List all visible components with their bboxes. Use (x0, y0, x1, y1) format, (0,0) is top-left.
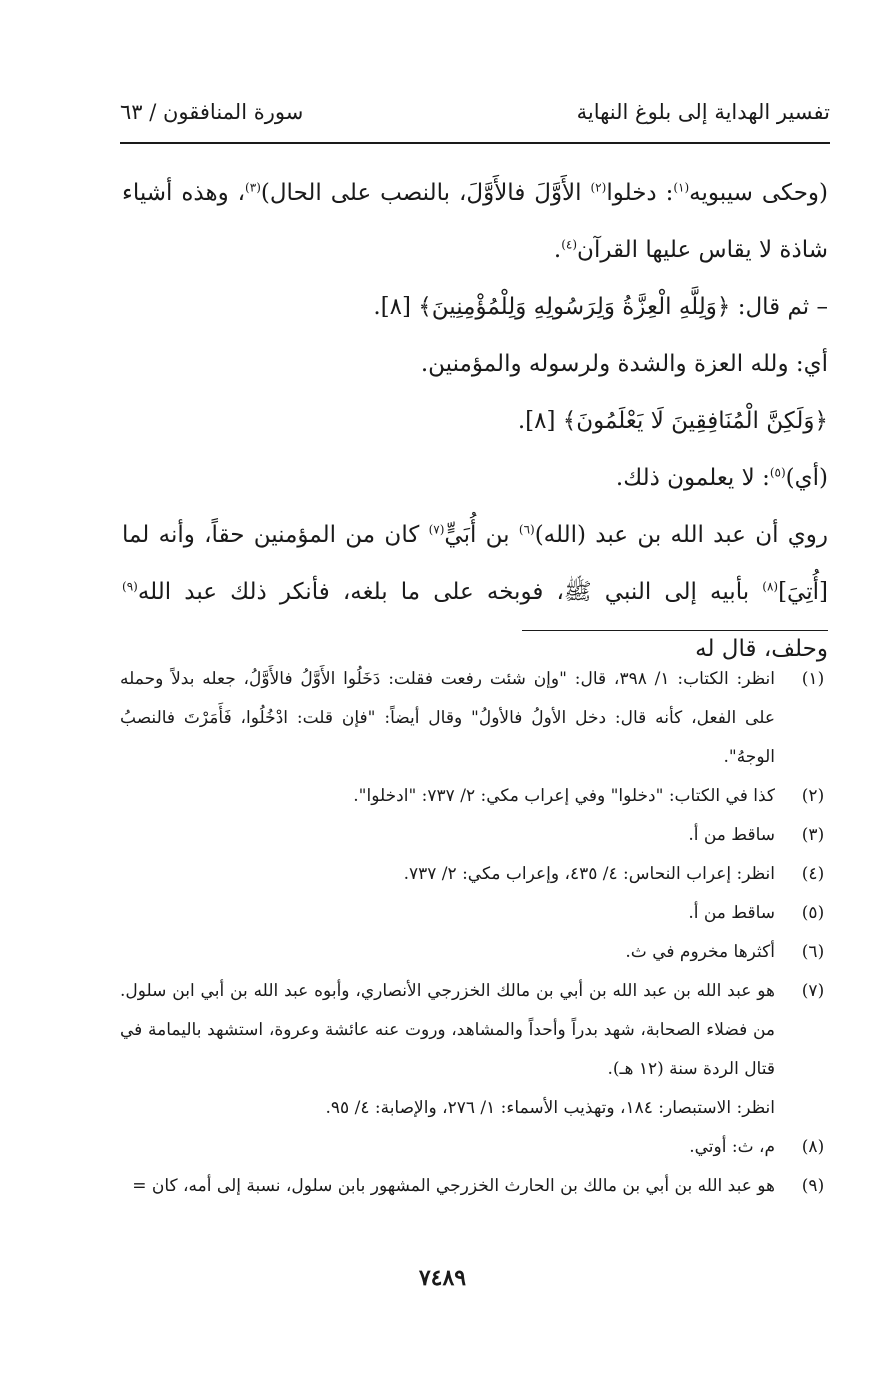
paragraph-1 (122, 165, 828, 279)
footnote-text: م، ث: أوتي. (689, 1137, 775, 1157)
footnote-number: (٣) (801, 825, 825, 845)
running-header (120, 100, 830, 134)
footnote-text: أكثرها مخروم في ث. (625, 942, 775, 962)
footnote-1 (120, 660, 833, 777)
footnote-9 (120, 1167, 833, 1206)
footnote-ref: (٨) (762, 579, 779, 594)
footnote-5 (120, 894, 833, 933)
text-run: وحلف، قال له (695, 636, 828, 662)
footnote-text: هو عبد الله بن أبي بن مالك بن الحارث الخزرجي المشهور بابن سلول، نسبة إلى أمه، كان = (132, 1176, 775, 1196)
footnote-number: (٧) (801, 981, 825, 1001)
paragraph-6 (122, 507, 828, 678)
text-run: : لا يعلمون ذلك. (615, 465, 770, 491)
text-run: بأبيه إلى النبي ﷺ، فوبخه على ما بلغه، فأنكر ذلك عبد الله (137, 579, 763, 605)
footnote-text: انظر: الاستبصار: ١٨٤، وتهذيب الأسماء: ١/ ٢٧٦، والإصابة: ٤/ ٩٥. (325, 1098, 775, 1118)
footnote-ref: (٩) (122, 579, 138, 594)
text-run: – ثم قال: (730, 294, 828, 320)
footnote-ref: (٥) (769, 465, 786, 480)
footnote-ref: (٢) (590, 180, 607, 195)
verse-ref: [٨]. (373, 294, 419, 320)
footnote-ref: (٤) (561, 237, 578, 252)
paragraph-5 (122, 450, 828, 507)
footnotes (120, 660, 833, 1206)
footnote-ref: (٧) (428, 522, 445, 537)
footnote-number: (٨) (801, 1137, 825, 1157)
footnote-7 (120, 972, 833, 1089)
footnote-number: (٢) (801, 786, 825, 806)
footnote-number: (٤) (801, 864, 825, 884)
footnote-text: ساقط من أ. (688, 825, 775, 845)
footnote-number: (٩) (801, 1176, 825, 1196)
main-text (122, 165, 828, 678)
footnote-text: ساقط من أ. (688, 903, 775, 923)
text-run: : دخلوا (606, 180, 674, 206)
footnote-2 (120, 777, 833, 816)
footnote-divider (522, 630, 828, 631)
surah-page-label: سورة المنافقون / ٦٣ (120, 100, 304, 124)
page-number: ٧٤٨٩ (418, 1265, 467, 1291)
footnote-4 (120, 855, 833, 894)
footnote-7-sources (120, 1089, 833, 1128)
verse-ref: [٨]. (517, 408, 563, 434)
footnote-text: كذا في الكتاب: "دخلوا" وفي إعراب مكي: ٢/ ٧٣٧: "ادخلوا". (353, 786, 775, 806)
footnote-ref: (٦) (518, 522, 535, 537)
text-run: روي أن عبد الله بن عبد (الله) (534, 522, 828, 548)
quran-verse: ﴿وَلِلَّهِ الْعِزَّةُ وَلِرَسُولِهِ وَلِلْمُؤْمِنِينَ﴾ (418, 294, 731, 320)
footnote-text: انظر: إعراب النحاس: ٤/ ٤٣٥، وإعراب مكي: ٢/ ٧٣٧. (403, 864, 775, 884)
paragraph-2 (122, 279, 828, 336)
text-run: (وحكى سيبويه (689, 180, 829, 206)
text-run: كان من المؤمنين حقاً، وأنه لما [أُتِيَ] (122, 522, 828, 605)
book-title: تفسير الهداية إلى بلوغ النهاية (576, 100, 830, 124)
text-run: (أي) (785, 465, 828, 491)
footnote-ref: (٣) (245, 180, 261, 195)
footnote-number: (٥) (801, 903, 825, 923)
footnote-text: انظر: الكتاب: ١/ ٣٩٨، قال: "وإن شئت رفعت فقلت: دَخَلُوا الأَوَّلُ فالأَوَّلُ، جعله بدلاً وحمله على الفعل، كأنه قال: دخل الأولُ فالأولُ" وقال أيضاً: "فإن قلت: ادْخُلُوا، فَأَمَرْتَ فالنصبُ الوجهُ". (120, 669, 775, 767)
text-run: بن أُبَيٍّ (444, 522, 519, 548)
footnote-3 (120, 816, 833, 855)
text-run: الأَوَّلَ فالأَوَّلَ، بالنصب على الحال) (260, 180, 591, 206)
footnote-8 (120, 1128, 833, 1167)
footnote-text: هو عبد الله بن عبد الله بن أبي بن مالك الخزرجي الأنصاري، وأبوه عبد الله بن أبي ابن سلول. من فضلاء الصحابة، شهد بدراً وأحداً والمشاهد، وروت عنه عائشة وعروة، استشهد باليمامة في قتال الردة سنة (١٢ هـ). (120, 981, 775, 1079)
text-run: . (553, 237, 562, 263)
footnote-number: (٦) (801, 942, 825, 962)
header-divider (120, 142, 830, 144)
paragraph-3: أي: ولله العزة والشدة ولرسوله والمؤمنين. (420, 351, 828, 377)
text-run: ، وهذه أشياء شاذة لا يقاس عليها القرآن (122, 180, 828, 263)
footnote-6 (120, 933, 833, 972)
footnote-number: (١) (801, 669, 825, 689)
footnote-ref: (١) (673, 180, 690, 195)
paragraph-4 (122, 393, 828, 450)
quran-verse: ﴿وَلَكِنَّ الْمُنَافِقِينَ لَا يَعْلَمُونَ﴾ (562, 408, 828, 434)
